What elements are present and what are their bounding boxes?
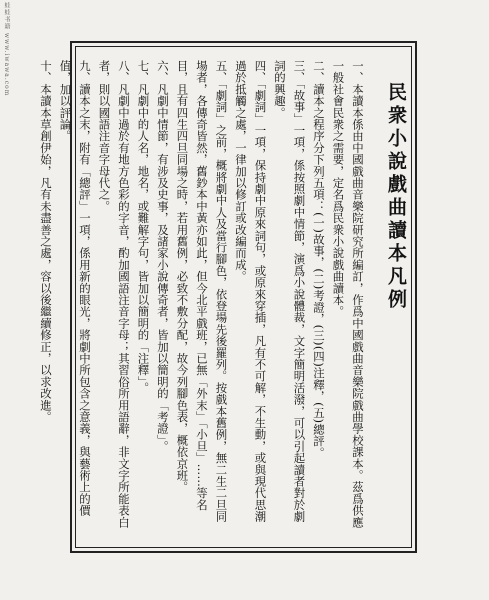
rule-number: 九、 [78,60,92,84]
rule-number: 六、 [156,60,170,84]
rule-text: 讀本之程序分下列五項：(一)故事，(二)考證，(三)(四)注釋，(五)總評。 [312,83,326,459]
document-title: 民衆小說戲曲讀本凡例 [385,82,407,312]
rule-item [133,60,153,532]
rule-number: 二、 [312,60,326,84]
rule-text: 本讀本係由中國戲曲音樂院研究所編訂，作爲中國戲曲音樂院戲曲學校課本。茲爲供應一般社會民衆之需要，定名爲民衆小說戲曲讀本。 [331,60,365,529]
rule-item [231,60,270,532]
rule-item [153,60,173,532]
rule-item [172,60,231,532]
rule-number: 一、 [351,60,365,84]
rule-item [55,60,94,532]
rule-item [328,60,367,532]
rule-number: 五、 [214,60,229,84]
rule-text: 凡劇中的人名，地名，或難解字句，皆加以簡明的「注釋」。 [136,83,151,394]
rule-number: 十、 [39,60,53,84]
rule-text: 凡劇中情節，有涉及史事，及諸家小說傳奇者，皆加以簡明的「考證」。 [156,83,170,453]
rule-item [270,60,309,532]
rule-number: 四、 [253,60,268,84]
rule-text: 「劇詞」一項，保持劇中原來詞句，或原來穿插，凡有不可解，不生動，或與現代思潮過於抵觸之處，一律加以修訂或改編而成。 [234,60,268,523]
watermark: 蛙蛙书籍 www.iwawa.com [3,2,10,97]
rule-text: 「劇詞」之前，概將劇中人及當行腳色，依登場先後羅列。按戲本舊例，無二生二旦同場者，各傳奇皆然，舊鈔本中黃亦如此，但今北平戲班，已無「外末」「小旦」……等名目，且有四生四旦同場之時，若用舊例，必致不敷分配，故今列腳色表，概依京班。 [175,60,229,523]
rule-number: 三、 [292,60,307,84]
rule-text: 凡劇中過於有地方色彩的字音，酌加國語注音字母；其習俗所用語辭，非文字所能表白者，則以國語注音字母代之。 [97,60,131,529]
rule-item [94,60,133,532]
rule-item [36,60,56,532]
rule-number: 七、 [136,60,151,84]
rule-number: 八、 [117,60,131,84]
rule-text: 「故事」一項，係按照劇中情節，演爲小說體裁，文字簡明活潑，可以引起讀者對於劇詞的興趣。 [273,60,307,523]
rule-text: 讀本之末，附有「總評」一項，係用新的眼光，將劇中所包含之意義，與藝術上的價值，加以評論。 [58,60,92,517]
rule-text: 本讀本草創伊始，凡有未盡善之處，容以後繼續修正，以求改進。 [39,83,53,423]
rule-item [309,60,329,532]
rules-list [39,60,367,532]
